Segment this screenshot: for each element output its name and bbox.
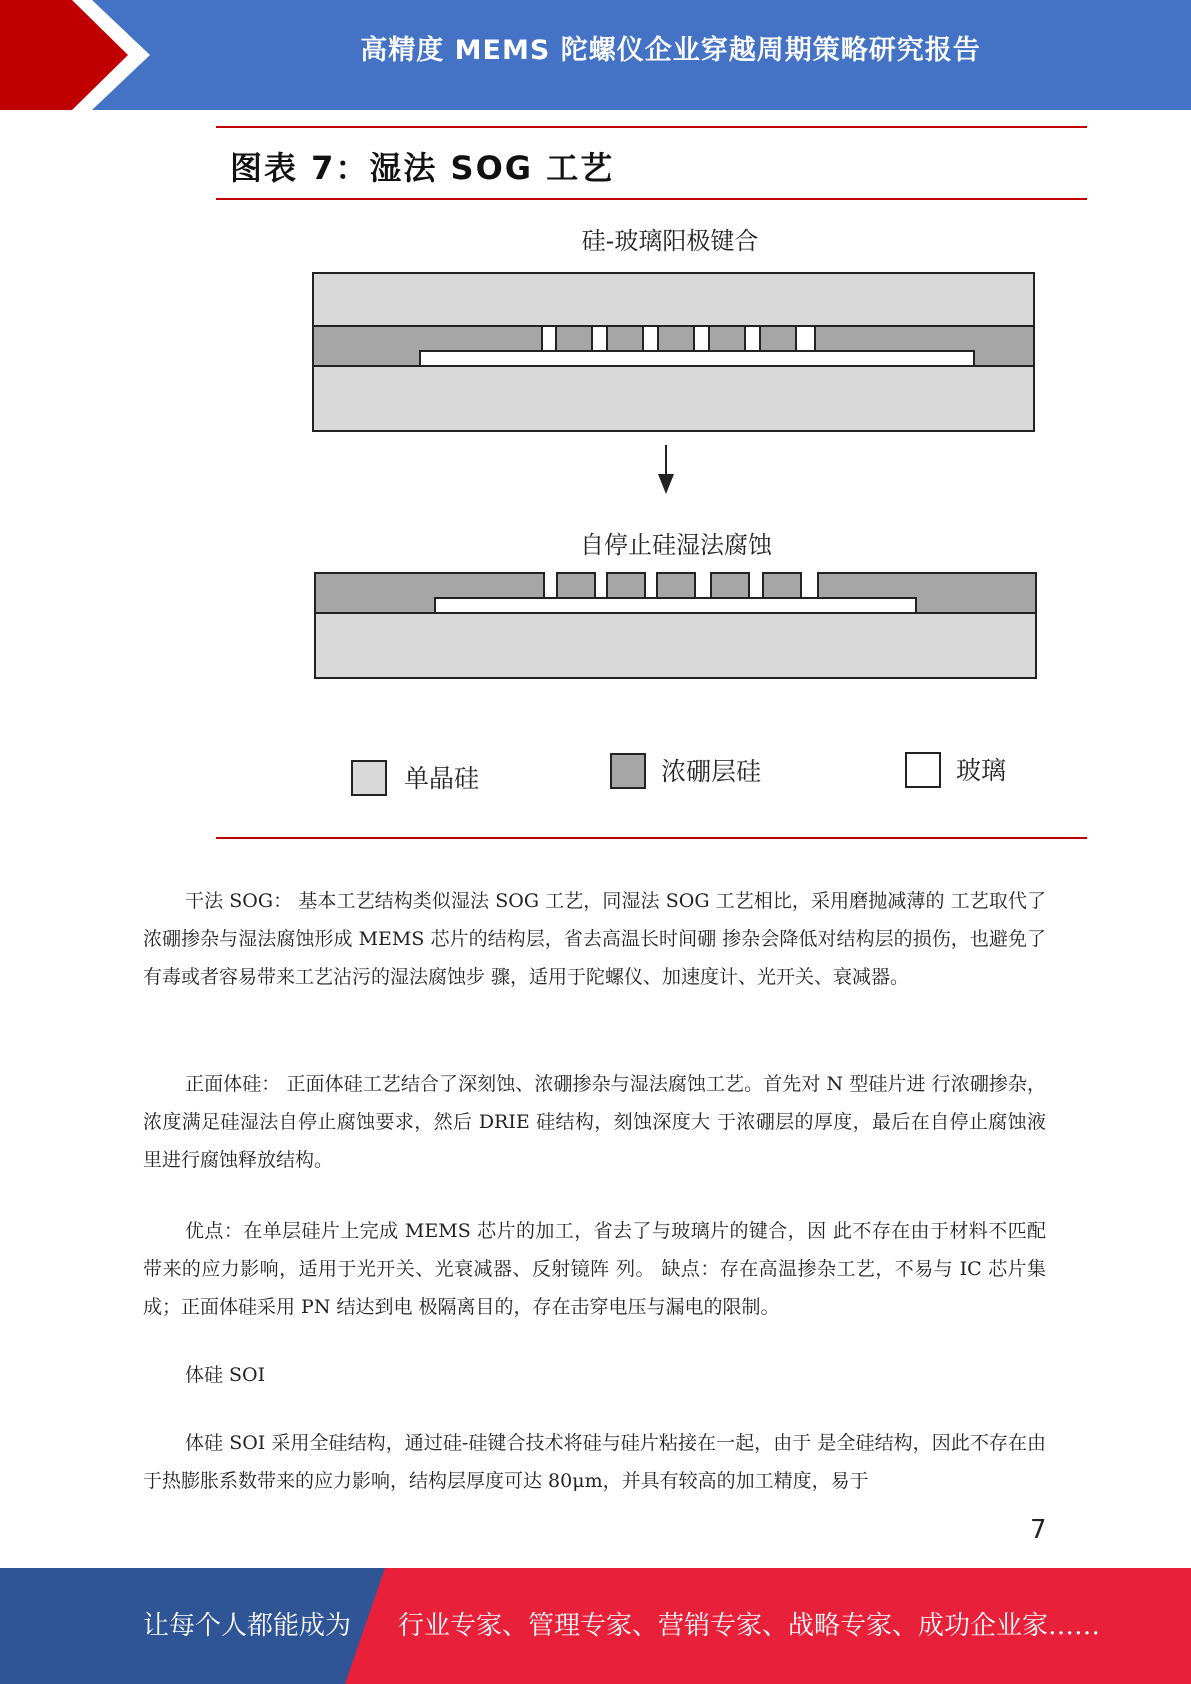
etched-stack: [315, 573, 1036, 678]
paragraph-front-bulk-si: 正面体硅： 正面体硅工艺结合了深刻蚀、浓硼掺杂与湿法腐蚀工艺。首先对 N 型硅片进 行浓硼掺杂，浓度满足硅湿法自停止腐蚀要求，然后 DRIE 硅结构，刻蚀深度大 于浓硼层的厚度，最后在自停止腐蚀液里进行腐蚀释放结构。: [143, 1073, 1046, 1171]
legend-label: 玻璃: [956, 756, 1007, 785]
process-arrow-icon: [658, 445, 674, 494]
boron-finger: [760, 326, 796, 352]
boron-finger: [556, 326, 592, 352]
bonded-stack: [313, 273, 1034, 431]
boron-finger: [709, 326, 745, 352]
section-heading-bulk-soi: 体硅 SOI: [185, 1364, 266, 1386]
boron-finger: [607, 573, 645, 598]
figure-sog-process: [183, 126, 1087, 844]
boron-finger: [607, 326, 643, 352]
paragraph-dry-sog: 干法 SOG： 基本工艺结构类似湿法 SOG 工艺，同湿法 SOG 工艺相比，采用磨抛减薄的 工艺取代了浓硼掺杂与湿法腐蚀形成 MEMS 芯片的结构层，省去高温长时间硼 掺杂会降低对结构层的损伤，也避免了有毒或者容易带来工艺沾污的湿法腐蚀步 骤，适用于陀螺仪、加速度计、光开关、衰减器。: [143, 890, 1046, 988]
bottom-stage-label: 自停止硅湿法腐蚀: [580, 531, 772, 559]
boron-finger: [657, 573, 695, 598]
page-footer: [0, 1568, 1191, 1684]
legend-label: 单晶硅: [404, 764, 480, 793]
figure-bottom-rule: [216, 837, 1087, 839]
cavity-gap: [435, 598, 916, 613]
cavity-gap: [420, 351, 974, 366]
page-header: [0, 0, 1191, 110]
paragraph-bulk-soi: 体硅 SOI 采用全硅结构，通过硅-硅键合技术将硅与硅片粘接在一起，由于 是全硅结构，因此不存在由于热膨胀系数带来的应力影响，结构层厚度可达 80μm，并具有较高的加工精度，易于: [143, 1432, 1046, 1492]
legend-swatch-glass: [906, 753, 940, 787]
top-single-crystal-si: [313, 273, 1034, 326]
legend: [352, 753, 1006, 795]
footer-slogan-left: 让每个人都能成为: [143, 1611, 352, 1641]
legend-swatch-single-crystal-si: [352, 761, 386, 795]
legend-label: 浓硼层硅: [661, 757, 762, 786]
figure-title: 图表 7：湿法 SOG 工艺: [230, 149, 615, 187]
report-title: 高精度 MEMS 陀螺仪企业穿越周期策略研究报告: [360, 35, 981, 66]
paragraph-pros-cons: 优点：在单层硅片上完成 MEMS 芯片的加工，省去了与玻璃片的键合，因 此不存在由于材料不匹配带来的应力影响，适用于光开关、光衰减器、反射镜阵 列。 缺点：存在高温掺杂工艺，不易与 IC 芯片集成；正面体硅采用 PN 结达到电 极隔离目的，存在击穿电压与漏电的限制。: [143, 1220, 1046, 1318]
glass-substrate: [315, 613, 1036, 678]
boron-finger: [763, 573, 801, 598]
top-stage-label: 硅-玻璃阳极键合: [581, 227, 759, 255]
boron-finger: [711, 573, 749, 598]
boron-finger: [557, 573, 595, 598]
legend-swatch-boron-si: [611, 754, 645, 788]
process-diagram: [183, 126, 1087, 844]
boron-finger: [658, 326, 694, 352]
glass-substrate: [313, 366, 1034, 431]
footer-slogan-right: 行业专家、管理专家、营销专家、战略专家、成功企业家……: [398, 1611, 1101, 1641]
page-number: 7: [1030, 1515, 1047, 1545]
